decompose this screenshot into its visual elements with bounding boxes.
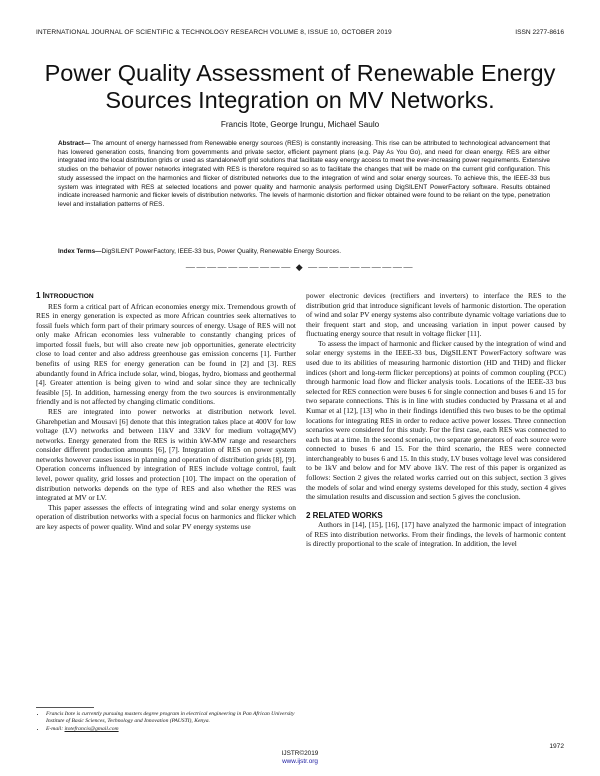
author-list: Francis Itote, George Irungu, Michael Saulo [220,120,380,129]
footnote-rule [36,707,94,708]
body-paragraph-continued: power electronic devices (rectifiers and inverters) to interface the RES to the distribution grid that introduce significant levels of harmonic distortion. The operation of wind and solar PV energy systems also contribute dynamic voltage variations due to their frequent start and stop, and unceasing variation in input power caused by fluctuating energy source that result in voltage flicker [11]. [306,291,566,339]
abstract-label: Abstract— [58,140,91,147]
intro-paragraph-3: This paper assesses the effects of integrating wind and solar energy systems on operation of distribution networks with a special focus on harmonics and flicker which are key aspects of power quality. Wind and solar PV energy systems use [36,502,296,531]
index-terms-text: DigSILENT PowerFactory, IEEE-33 bus, Power Quality, Renewable Energy Sources. [101,248,341,255]
author-email-link[interactable]: itotefrancis@gmail.com [64,726,119,732]
issn-header: ISSN 2277-8616 [515,29,564,36]
introduction-heading: 1 INTRODUCTION [36,291,94,300]
section-divider: —————————— ◆ —————————— [185,262,415,272]
author-email-note: • E-mail: itotefrancis@gmail.com [46,726,296,733]
author-affiliation-note: • Francis Itote is currently pursuing masters degree program in electrical engineering in Pan African University Institute of Basic Sciences, Technology and Innovation (PAUSTI), Kenya. [46,711,296,725]
left-column [36,291,296,531]
related-works-heading: 2 RELATED WORKS [306,510,383,520]
footer-copyright: IJSTR©2019 [281,750,319,757]
related-works-paragraph: Authors in [14], [15], [16], [17] have analyzed the harmonic impact of integration of RES into distribution networks. From their findings, the levels of harmonic content is directly proportional to the scale of integration. In addition, the level [306,520,566,549]
index-terms [58,248,550,257]
intro-paragraph-2: RES are integrated into power networks at distribution network level. Gharehpetian and Mousavi [6] denote that this integration takes place at 400V for low voltage (LV) networks and between 11kV and 33kV for medium voltage(MV) networks. Energy generated from the RES is within kW-MW range and researchers consider different production amounts [6], [7]. Integration of RES on power system networks however causes issues in planning and operation of distribution grids [8], [9]. Operation concerns influenced by integration of RES include voltage control, fault level, power quality, grid losses and protection [10]. The impact on the operation of distribution networks depends on the type of RES and also whether the RES was integrated at MV or LV. [36,406,296,503]
journal-header: INTERNATIONAL JOURNAL OF SCIENTIFIC & TECHNOLOGY RESEARCH VOLUME 8, ISSUE 10, OCTOBER 2019 [36,29,392,36]
footer-url-link[interactable]: www.ijstr.org [282,758,318,765]
paper-title: Power Quality Assessment of Renewable Energy Sources Integration on MV Networks. [44,60,556,113]
abstract [58,140,550,210]
abstract-text: The amount of energy harnessed from Renewable energy sources (RES) is constantly increasing. This rise can be attributed to technological advancement that has lowered generation costs, financing from governments and private sector, efficient payment plans (e.g. Pay As You Go), and need for clean energy. RES are either integrated into the local distribution grids or used as standalone/off grid solutions that facilitate easy energy access to meet the ever-increasing power requirements. Extensive studies on the behavior of power networks integrated with RES is therefore required so as to facilitate the changes that will be made on the current grid configuration. This study assessed the impact on the harmonics and flicker of distributed networks due to the integration of wind and solar energy sources. To achieve this, the IEEE-33 bus system was integrated with RES at selected locations and power quality and harmonic analysis performed using DigSILENT PowerFactory software. Results obtained indicate increased harmonic and flicker levels of distribution networks. The levels of harmonic distortion and flicker obtained were found to be reliant on the type, penetration level and installation patterns of RES. [58,140,550,208]
index-terms-label: Index Terms— [58,248,102,255]
body-paragraph-methodology: To assess the impact of harmonic and flicker caused by the integration of wind and solar energy systems in the IEEE-33 bus, DigSILENT PowerFactory software was used due to its abilities of measuring harmonic distortion (HD and THD) and flicker indices (short and long-term flicker perceptions) at points of common coupling (PCC) through harmonic load flow and flicker analysis tools. Locations of the IEEE-33 bus selected for RES connection were buses 6 for single connection and buses 6 and 15 for two separate connections. This is in line with studies conducted by Prassana et al and Kumar et al [12], [13] who in their findings identified this two buses to be the optimal locations for integrating RES in order to reduce active power losses. Three connection scenarios were considered for this study. For the first case, each RES was connected to each bus at a time. In the second scenario, two separate generators of each source were connected to buses 6 and 15. For the third scenario, the RES were connected interchangeably to buses 6 and 15. In this study, LV buses voltage level was considered to be 1kV and below and for MV above 1kV. The rest of this paper is organized as follows: Section 2 gives the related works carried out on this subject, section 3 gives the models of solar and wind energy systems developed for this study, section 4 gives the simulation results and discussion and section 5 gives the conclusion. [306,338,566,502]
footnotes [36,711,296,734]
right-column [306,291,566,549]
intro-paragraph-1: RES form a critical part of African economies energy mix. Tremendous growth of RES in energy generation is expected as more African countries seek alternatives to fossil fuels which form part of their primary sources of energy. Usage of RES will not only make African economies less vulnerable to constantly changing prices of imported fossil fuels, but will also create new job opportunities, generate electricity close to load center and also address greenhouse gas emission concerns [1]. Further benefits of using RES for energy generation can be found in [2] and [3]. RES abundantly found in Africa include solar, wind, biogas, hydro, biomass and geothermal [4]. Greater attention is being given to wind and solar since they are technically feasible [5]. In addition, harnessing energy from the two sources is environmentally friendly and is not affected by changing climatic conditions. [36,301,296,407]
page-number: 1972 [549,743,564,750]
